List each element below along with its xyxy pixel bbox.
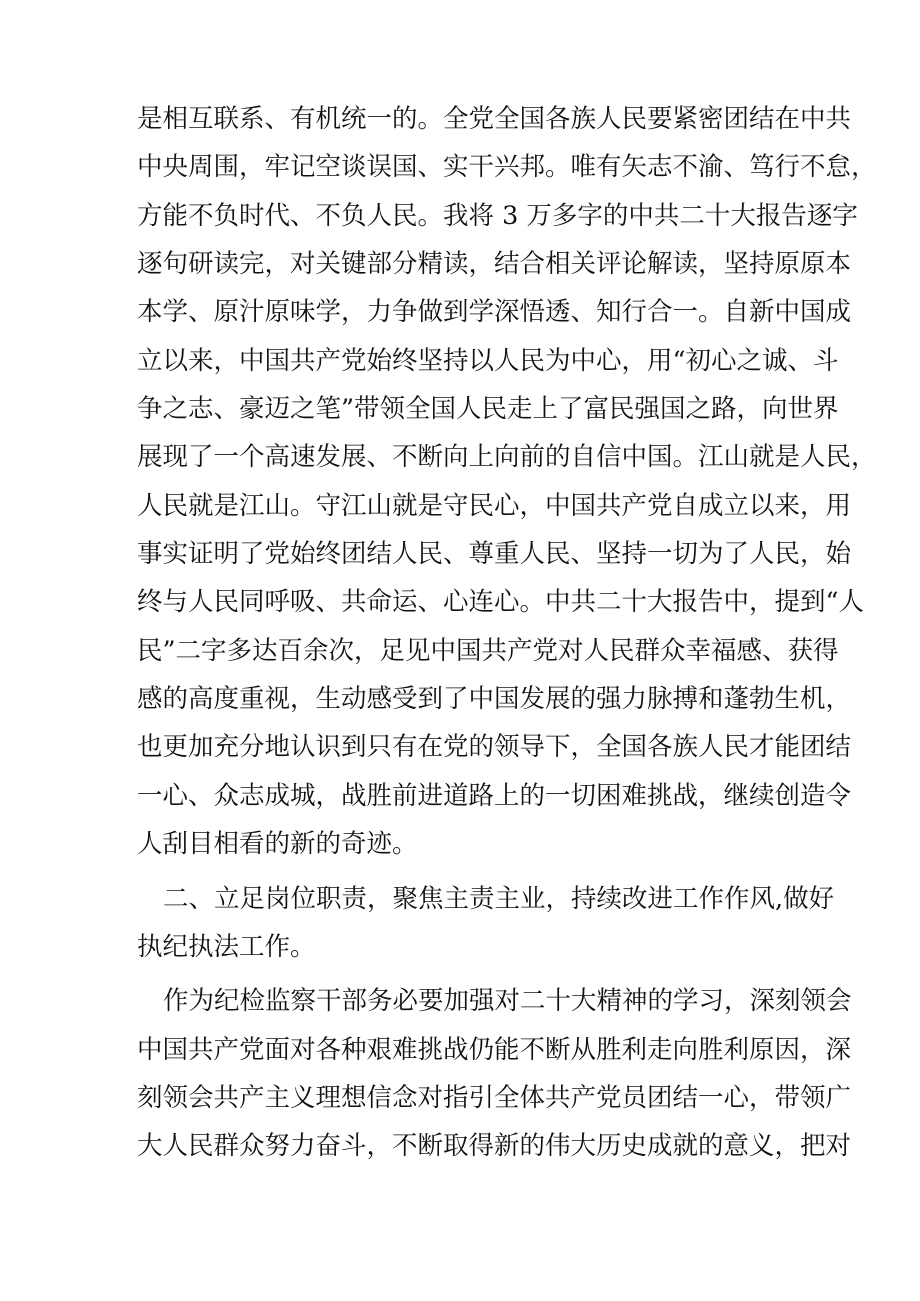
paragraph-1 (137, 95, 877, 869)
text-line: 大人民群众努力奋斗，不断取得新的伟大历史成就的意义，把对 (137, 1131, 852, 1162)
text-line: 立以来，中国共产党始终坚持以人民为中心，用“初心之诚、斗 (137, 345, 839, 376)
text-line: 人民就是江山。守江山就是守民心，中国共产党自成立以来，用 (137, 490, 852, 521)
text-line: 本学、原汁原味学，力争做到学深悟透、知行合一。自新中国成 (137, 297, 852, 328)
text-line: 中央周围，牢记空谈误国、实干兴邦。唯有矢志不渝、笃行不怠， (137, 152, 877, 183)
text-line: 终与人民同呼吸、共命运、心连心。中共二十大报告中，提到“人 (137, 587, 865, 618)
heading-line: 执纪执法工作。 (137, 931, 316, 962)
text-line: 民”二字多达百余次，足见中国共产党对人民群众幸福感、获得 (137, 635, 839, 666)
text-line: 展现了一个高速发展、不断向上向前的自信中国。江山就是人民， (137, 442, 877, 473)
text-line: 中国共产党面对各种艰难挑战仍能不断从胜利走向胜利原因，深 (137, 1034, 852, 1065)
text-line: 争之志、豪迈之笔”带领全国人民走上了富民强国之路，向世界 (137, 394, 839, 425)
text-line: 是相互联系、有机统一的。全党全国各族人民要紧密团结在中共 (137, 104, 852, 134)
text-line: 刻领会共产主义理想信念对指引全体共产党员团结一心，带领广 (137, 1082, 852, 1113)
document-body (137, 95, 877, 1171)
text-line: 事实证明了党始终团结人民、尊重人民、坚持一切为了人民，始 (137, 539, 852, 570)
text-line: 感的高度重视，生动感受到了中国发展的强力脉搏和蓬勃生机， (137, 684, 852, 715)
text-line: 人刮目相看的新的奇迹。 (137, 829, 418, 860)
text-line: 一心、众志成城，战胜前进道路上的一切困难挑战，继续创造令 (137, 780, 852, 811)
text-line: 也更加充分地认识到只有在党的领导下，全国各族人民才能团结 (137, 732, 852, 763)
heading-line: 二、立足岗位职责，聚焦主责主业，持续改进工作作风,做好 (163, 883, 835, 914)
paragraph-3 (137, 977, 852, 1170)
text-line: 逐句研读完，对关键部分精读，结合相关评论解读，坚持原原本 (137, 249, 852, 280)
text-line: 作为纪检监察干部务必要加强对二十大精神的学习，深刻领会 (163, 986, 852, 1017)
text-line: 方能不负时代、不负人民。我将 3 万多字的中共二十大报告逐字 (137, 200, 858, 231)
section-heading-2 (137, 875, 835, 972)
